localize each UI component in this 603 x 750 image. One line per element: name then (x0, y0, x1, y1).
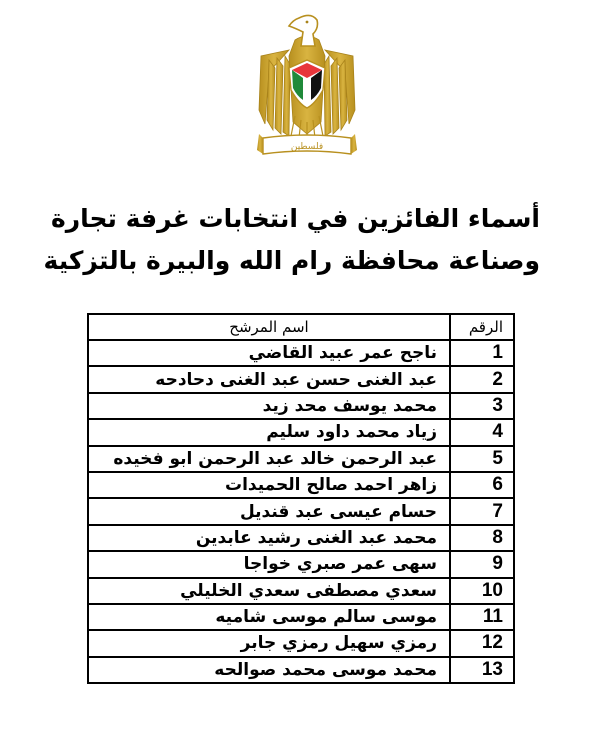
row-number: 11 (450, 604, 514, 630)
candidate-name: سهى عمر صبري خواجا (88, 551, 450, 577)
candidate-name: عبد الرحمن خالد عبد الرحمن ابو فخيده (88, 446, 450, 472)
winners-table (87, 313, 515, 684)
row-number: 9 (450, 551, 514, 577)
table-row (88, 604, 514, 630)
row-number: 3 (450, 393, 514, 419)
candidate-name: زاهر احمد صالح الحميدات (88, 472, 450, 498)
right-wing (324, 50, 355, 136)
row-number: 5 (450, 446, 514, 472)
header-candidate-name: اسم المرشح (88, 314, 450, 340)
row-number: 8 (450, 525, 514, 551)
header-number: الرقم (450, 314, 514, 340)
title-line-2: وصناعة محافظة رام الله والبيرة بالتزكية (43, 246, 540, 275)
row-number: 6 (450, 472, 514, 498)
emblem-inscription: فلسطين (290, 142, 324, 152)
candidate-name: محمد يوسف محد زيد (88, 393, 450, 419)
title-line-1: أسماء الفائزين في انتخابات غرفة تجارة (51, 204, 540, 233)
row-number: 2 (450, 366, 514, 392)
table-row (88, 393, 514, 419)
table-row (88, 366, 514, 392)
candidate-name: محمد موسى محمد صوالحه (88, 657, 450, 683)
candidate-name: عبد الغنى حسن عبد الغنى دحادحه (88, 366, 450, 392)
table-row (88, 472, 514, 498)
table-row (88, 419, 514, 445)
candidate-name: حسام عيسى عبد قنديل (88, 498, 450, 524)
table-header-row (88, 314, 514, 340)
table-row (88, 657, 514, 683)
palestine-eagle-emblem (255, 12, 359, 160)
candidate-name: موسى سالم موسى شاميه (88, 604, 450, 630)
table-row (88, 551, 514, 577)
candidate-name: سعدي مصطفى سعدي الخليلي (88, 578, 450, 604)
table-row (88, 446, 514, 472)
row-number: 13 (450, 657, 514, 683)
row-number: 7 (450, 498, 514, 524)
candidate-name: ناجح عمر عبيد القاضي (88, 340, 450, 366)
table-row (88, 340, 514, 366)
document-title (43, 198, 540, 282)
table-row (88, 630, 514, 656)
candidate-name: رمزي سهيل رمزي جابر (88, 630, 450, 656)
row-number: 1 (450, 340, 514, 366)
candidate-name: زياد محمد داود سليم (88, 419, 450, 445)
table-row (88, 525, 514, 551)
table-body (88, 340, 514, 683)
eagle-head (289, 15, 318, 46)
left-wing (259, 50, 290, 136)
row-number: 12 (450, 630, 514, 656)
table-row (88, 578, 514, 604)
table-row (88, 498, 514, 524)
row-number: 4 (450, 419, 514, 445)
row-number: 10 (450, 578, 514, 604)
candidate-name: محمد عبد الغنى رشيد عابدين (88, 525, 450, 551)
